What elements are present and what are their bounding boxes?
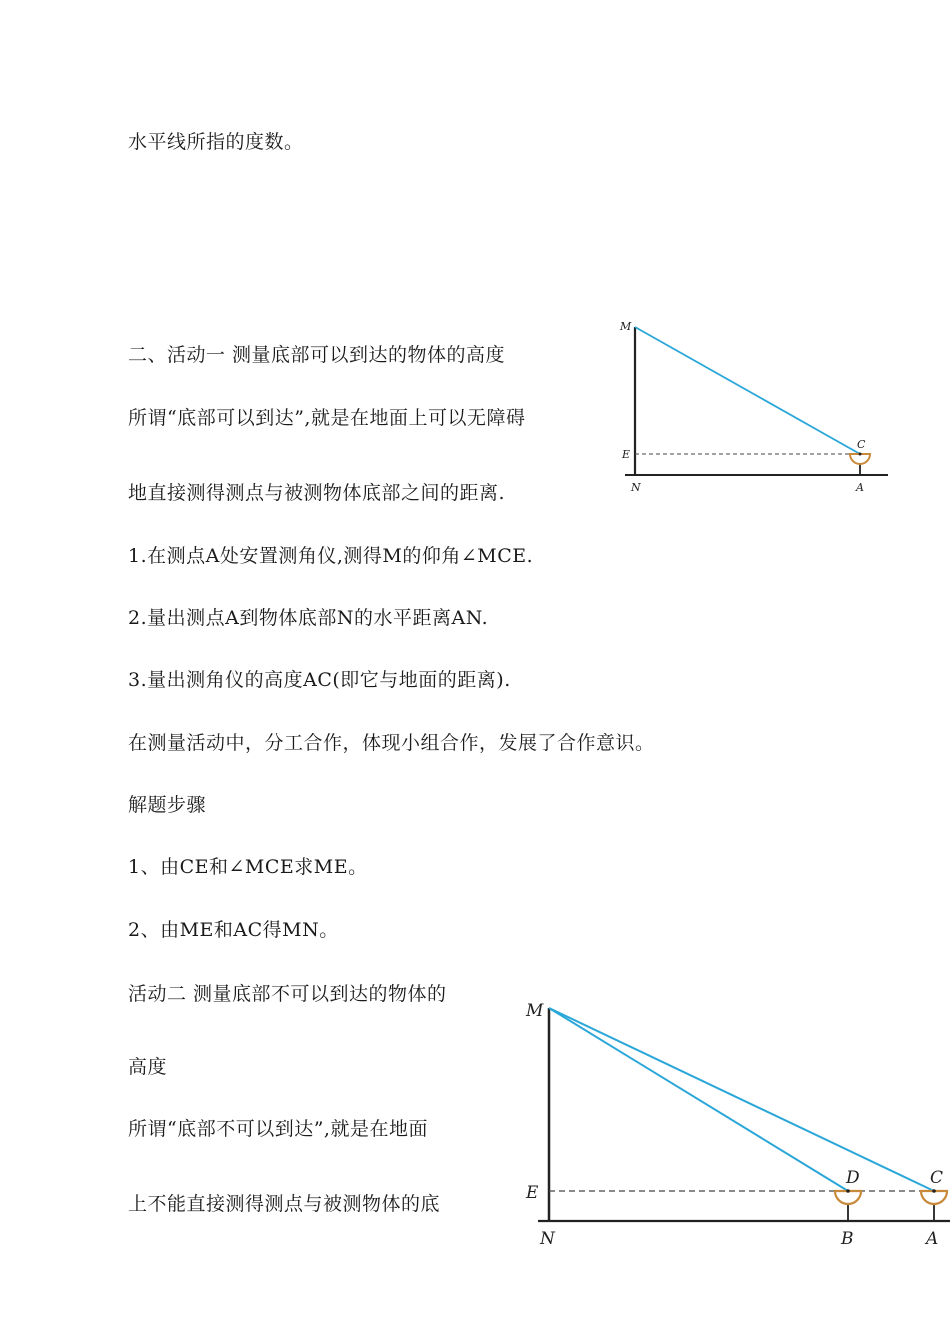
solution-step-2: 2、由ME和AC得MN。 [128,919,339,941]
fig2-sight-line-mc [549,1008,934,1191]
fig2-sight-line-md [549,1008,848,1191]
text-line-1: 水平线所指的度数。 [128,131,304,153]
figure-2-diagram [520,990,950,1250]
fig1-label-e: E [622,448,631,461]
text-line-13: 高度 [128,1056,168,1078]
fig1-label-a: A [856,481,864,494]
fig2-label-d: D [846,1168,860,1188]
step-3: 3.量出测角仪的高度AC(即它与地面的距离). [128,669,511,691]
fig1-label-m: M [620,320,632,333]
fig2-protractor-d [835,1191,861,1204]
fig1-label-c: C [857,438,866,451]
text-line-4: 地直接测得测点与被测物体底部之间的距离. [128,482,506,504]
text-line-15: 上不能直接测得测点与被测物体的底 [128,1193,441,1215]
fig2-label-b: B [841,1229,854,1249]
step-1: 1.在测点A处安置测角仪,测得M的仰角∠MCE. [128,545,534,567]
section-heading-activity-2: 活动二 测量底部不可以到达的物体的 [128,983,447,1005]
text-line-3: 所谓“底部可以到达”,就是在地面上可以无障碍 [128,407,526,429]
fig2-protractor-c [921,1191,947,1204]
fig1-label-n: N [631,481,641,494]
text-line-8: 在测量活动中，分工合作，体现小组合作，发展了合作意识。 [128,732,655,754]
fig2-label-m: M [526,1001,544,1021]
fig2-label-c: C [930,1168,944,1188]
section-heading-activity-1: 二、活动一 测量底部可以到达的物体的高度 [128,344,506,366]
fig2-label-e: E [526,1183,539,1203]
solution-steps-heading: 解题步骤 [128,794,207,816]
figure-1-diagram [610,315,910,495]
fig2-label-a: A [926,1229,939,1249]
step-2: 2.量出测点A到物体底部N的水平距离AN. [128,607,489,629]
fig2-label-n: N [540,1229,555,1249]
text-line-14: 所谓“底部不可以到达”,就是在地面 [128,1118,428,1140]
solution-step-1: 1、由CE和∠MCE求ME。 [128,856,368,878]
fig1-sight-line-mc [635,327,860,454]
